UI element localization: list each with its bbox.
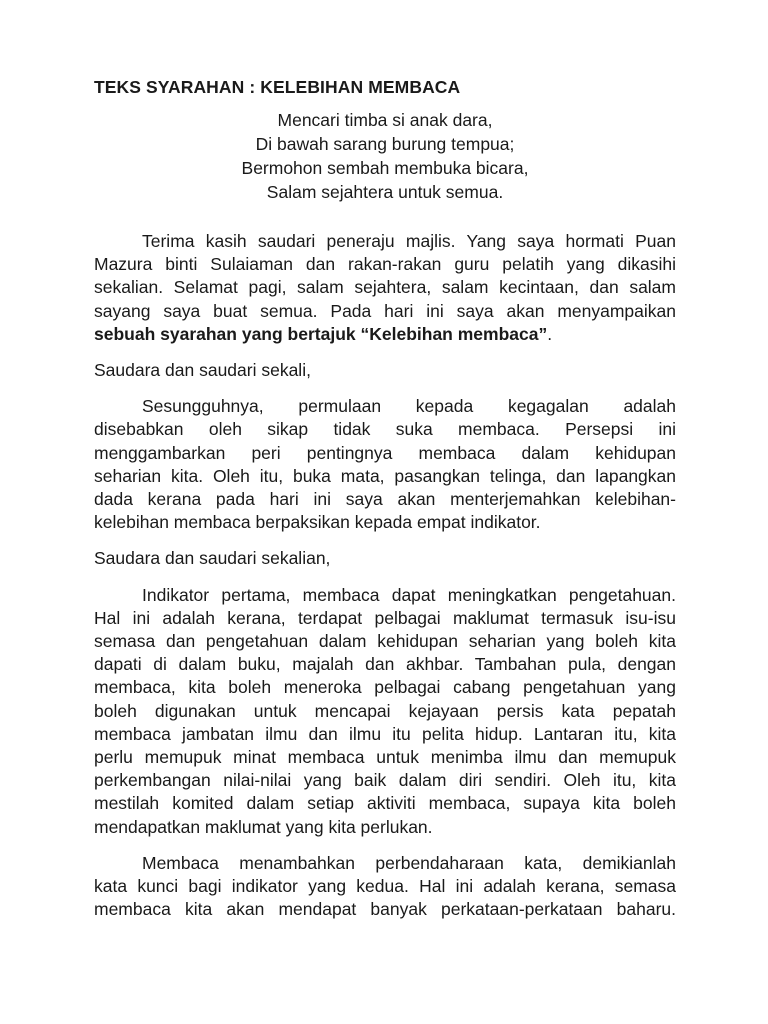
paragraph-introduction [94, 395, 676, 534]
text-line: Sesungguhnya, permulaan kepada kegagalan adalah [142, 396, 676, 417]
text-line: menggambarkan peri pentingnya membaca dalam kehidupan [94, 442, 676, 463]
text-line: membaca, kita boleh meneroka pelbagai cabang pengetahuan yang [94, 677, 676, 698]
pantun-line: Di bawah sarang burung tempua; [255, 134, 515, 154]
text-line: dapati di dalam buku, majalah dan akhbar. Tambahan pula, dengan [94, 654, 676, 675]
text-line: kata kunci bagi indikator yang kedua. Hal ini adalah kerana, semasa [94, 876, 676, 897]
pantun-line: Salam sejahtera untuk semua. [266, 182, 504, 202]
text-line: Saudara dan saudari sekalian, [94, 548, 331, 569]
text-line: Membaca menambahkan perbendaharaan kata, demikianlah [142, 852, 676, 873]
text-line: Indikator pertama, membaca dapat meningkatkan pengetahuan. [142, 584, 676, 605]
text-line: boleh digunakan untuk mencapai kejayaan persis kata pepatah [94, 700, 676, 721]
paragraph-opening [94, 230, 676, 346]
text-line [94, 323, 676, 346]
text-line: dada kerana pada hari ini saya akan menterjemahkan kelebihan- [94, 489, 676, 510]
document-page [94, 75, 676, 934]
text-line: disebabkan oleh sikap tidak suka membaca. Persepsi ini [94, 419, 676, 440]
text-punctuation: . [547, 323, 553, 344]
paragraph-indicator-two [94, 852, 676, 922]
text-line: Terima kasih saudari peneraju majlis. Yang saya hormati Puan [142, 231, 676, 251]
pantun-line: Mencari timba si anak dara, [277, 110, 493, 130]
pantun-verse [94, 108, 676, 204]
text-line: semasa dan pengetahuan dalam kehidupan seharian yang boleh kita [94, 631, 676, 652]
speech-topic: sebuah syarahan yang bertajuk “Kelebihan membaca” [94, 323, 548, 344]
text-line: mestilah komited dalam setiap aktiviti membaca, supaya kita boleh [94, 793, 676, 814]
pantun-line: Bermohon sembah membuka bicara, [241, 158, 529, 178]
text-line: Mazura binti Sulaiaman dan rakan-rakan guru pelatih yang dikasihi [94, 254, 676, 275]
text-line: perlu memupuk minat membaca untuk menimba ilmu dan memupuk [94, 747, 676, 768]
text-line: seharian kita. Oleh itu, buka mata, pasangkan telinga, dan lapangkan [94, 465, 676, 486]
text-line: perkembangan nilai-nilai yang baik dalam diri sendiri. Oleh itu, kita [94, 770, 676, 791]
text-line: Saudara dan saudari sekali, [94, 360, 311, 381]
text-line: Hal ini adalah kerana, terdapat pelbagai maklumat termasuk isu-isu [94, 607, 676, 628]
text-line: membaca kita akan mendapat banyak perkataan-perkataan baharu. [94, 899, 676, 920]
text-line: kelebihan membaca berpaksikan kepada empat indikator. [94, 512, 541, 533]
text-line: membaca jambatan ilmu dan ilmu itu pelita hidup. Lantaran itu, kita [94, 723, 676, 744]
document-title: TEKS SYARAHAN : KELEBIHAN MEMBACA [94, 77, 461, 97]
paragraph-indicator-one [94, 584, 676, 839]
text-line: sayang saya buat semua. Pada hari ini saya akan menyampaikan [94, 300, 676, 321]
paragraph-salutation [94, 359, 676, 382]
text-line: mendapatkan maklumat yang kita perlukan. [94, 816, 433, 837]
paragraph-salutation [94, 547, 676, 570]
text-line: sekalian. Selamat pagi, salam sejahtera, salam kecintaan, dan salam [94, 277, 676, 298]
